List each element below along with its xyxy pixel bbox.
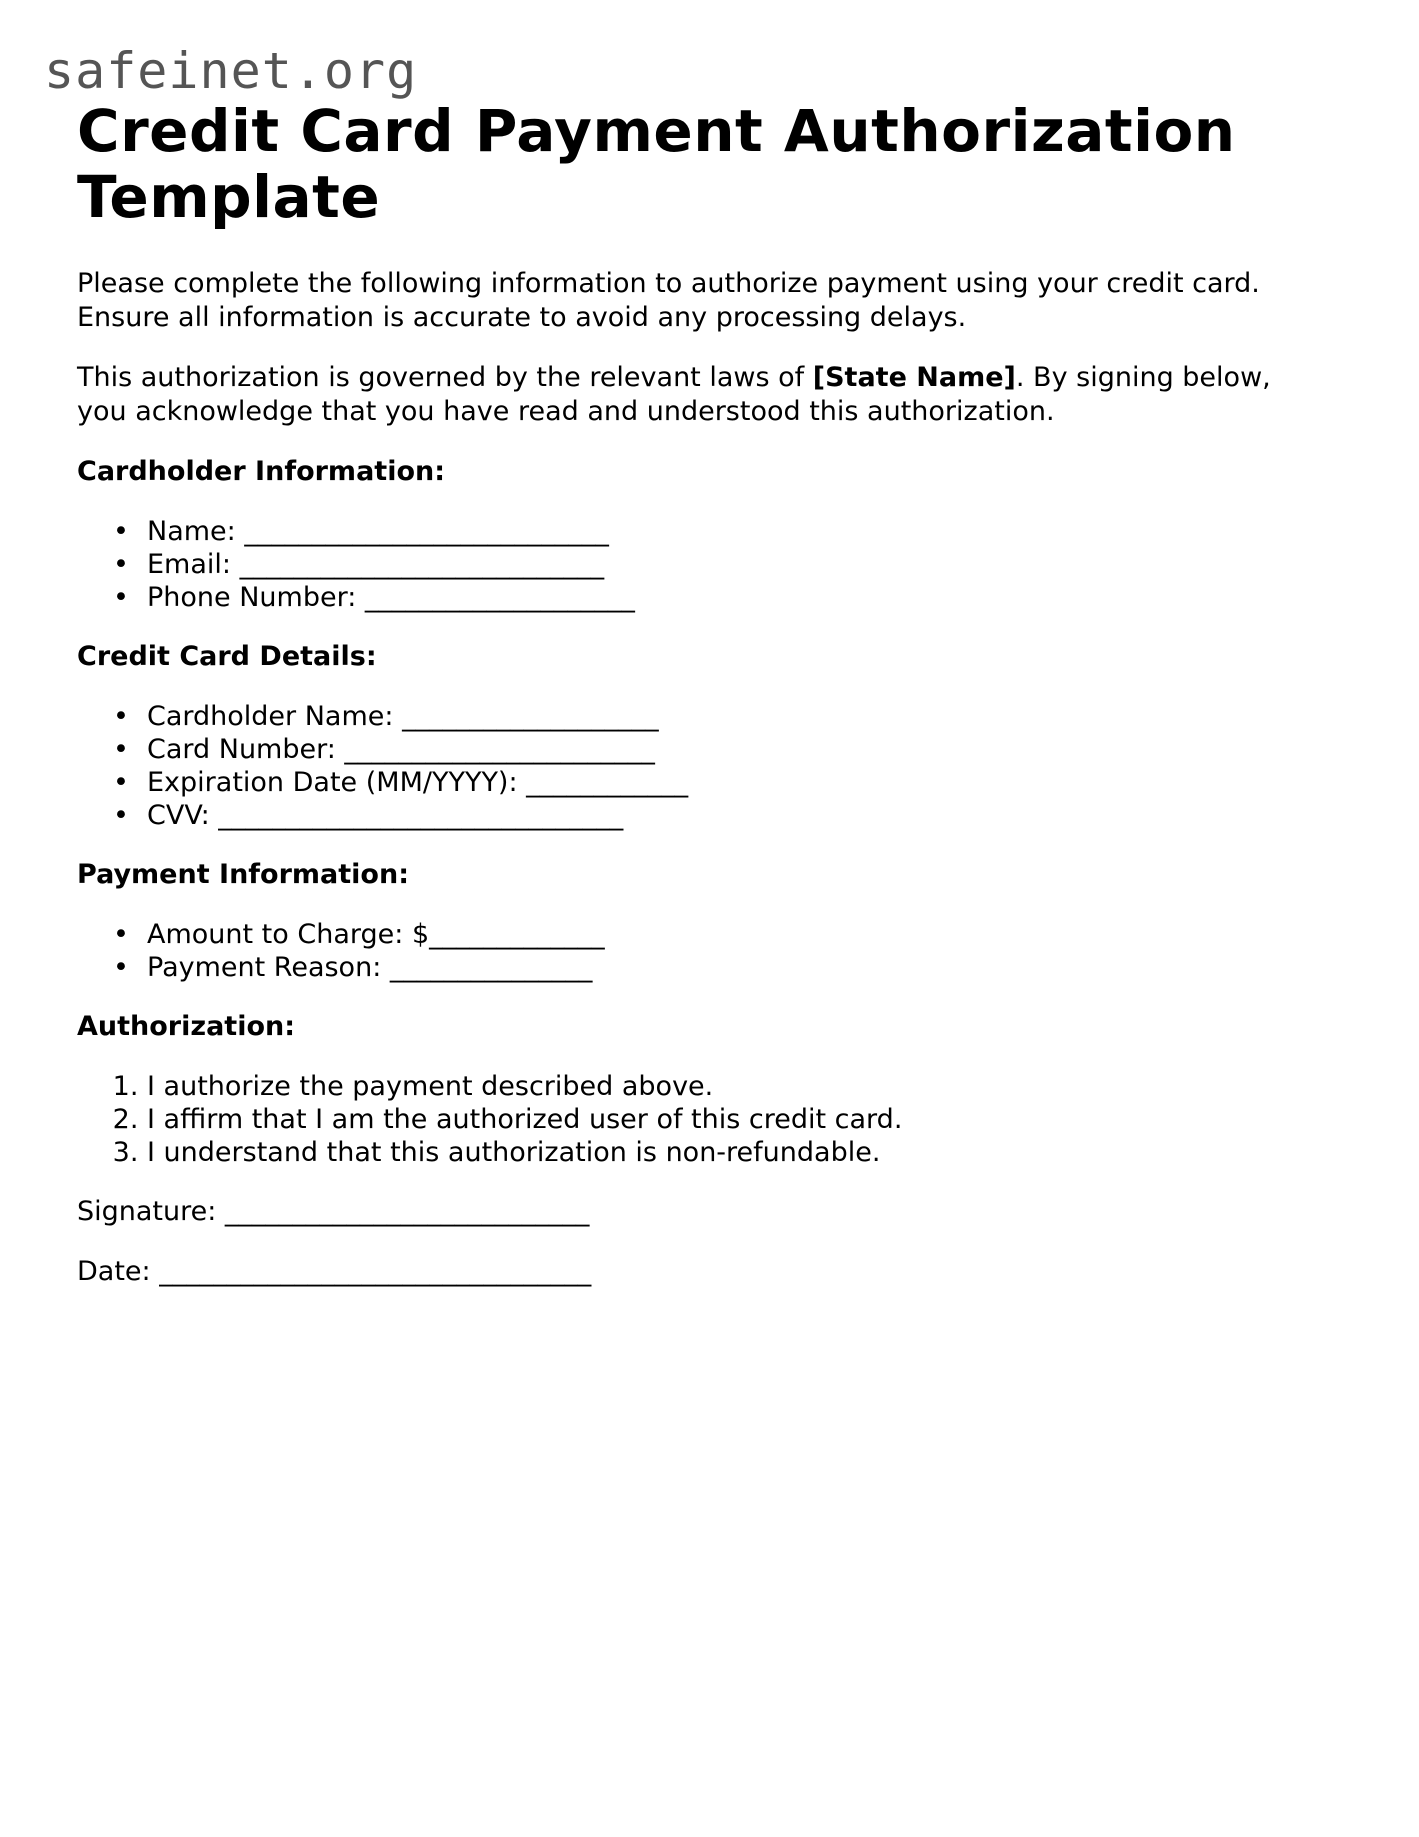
document <box>77 98 1307 1289</box>
payment-reason-field: • Payment Reason: _______________ <box>147 951 1307 984</box>
cvv-field: • CVV: ______________________________ <box>147 799 1307 832</box>
payment-section-heading: Payment Information: <box>77 859 409 890</box>
governing-law-text-after: . By signing below, you acknowledge that you have read and understood this authorization. <box>77 362 1271 427</box>
intro-paragraph: Please complete the following information to authorize payment using your credit card. Ensure all information is accurate to avoid any processing delays. <box>77 268 1260 333</box>
page-title: Credit Card Payment Authorization Template <box>77 97 1236 231</box>
governing-law-text-before: This authorization is governed by the relevant laws of <box>77 362 813 393</box>
expiration-date-field: • Expiration Date (MM/YYYY): ____________ <box>147 766 1307 799</box>
authorization-statement: 2. I affirm that I am the authorized user of this credit card. <box>147 1103 1307 1136</box>
card-number-field: • Card Number: _______________________ <box>147 733 1307 766</box>
watermark: safeinet.org <box>44 42 418 100</box>
authorization-section-heading: Authorization: <box>77 1011 296 1042</box>
cardholder-phone-field: • Phone Number: ____________________ <box>147 581 1307 614</box>
state-name-placeholder: [State Name] <box>812 362 1016 393</box>
authorization-statement: 3. I understand that this authorization is non-refundable. <box>147 1136 1307 1169</box>
date-field: Date: ________________________________ <box>77 1256 592 1287</box>
card-holder-name-field: • Cardholder Name: ___________________ <box>147 700 1307 733</box>
cardholder-name-field: • Name: ___________________________ <box>147 515 1307 548</box>
cardholder-fields-list <box>77 515 1307 614</box>
card-details-fields-list <box>77 700 1307 832</box>
cardholder-email-field: • Email: ___________________________ <box>147 548 1307 581</box>
signature-field: Signature: ___________________________ <box>77 1196 590 1227</box>
amount-to-charge-field: • Amount to Charge: $_____________ <box>147 918 1307 951</box>
authorization-statements-list <box>77 1070 1307 1169</box>
cardholder-section-heading: Cardholder Information: <box>77 456 446 487</box>
card-details-section-heading: Credit Card Details: <box>77 641 377 672</box>
payment-fields-list <box>77 918 1307 984</box>
authorization-statement: 1. I authorize the payment described above. <box>147 1070 1307 1103</box>
governing-law-paragraph <box>77 361 1307 429</box>
